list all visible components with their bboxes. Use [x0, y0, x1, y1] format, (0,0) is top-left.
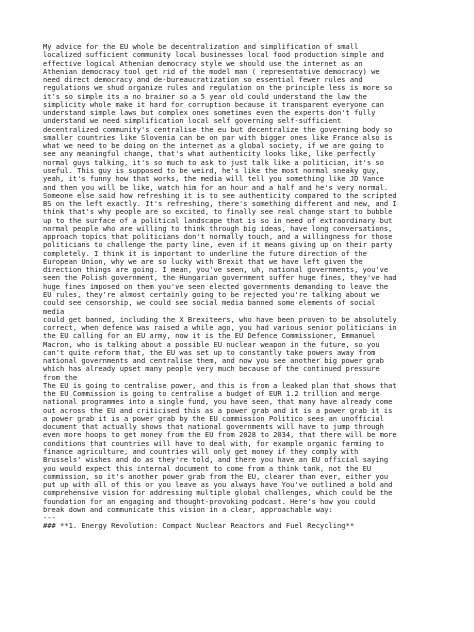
text-line: My advice for the EU whole be decentralization and simplification of small	[43, 42, 359, 51]
document-body	[43, 43, 443, 531]
text-line: correct, when defence was raised a while ago, you had various senior politicians in	[43, 323, 397, 333]
text-line: Athenian democracy tool get rid of the model man ( representative democracy) we	[43, 66, 380, 76]
text-line: think that's why people are so excited, to finally see real change start to bubble	[43, 207, 393, 217]
text-line: politicians to challenge the party line, even if it means giving up on their party	[43, 240, 393, 250]
text-line: it's so simple its a no brainer so a 5 year old could understand the law the	[43, 91, 367, 101]
text-line: European Union, why we are so lucky with Brexit that we have left given the	[43, 256, 363, 266]
text-line: can't quite reform that, the EU was set up to constantly take powers away from	[43, 347, 376, 357]
text-line: normal guys talking, it's so much to ask to just talk like a politician, it's so	[43, 157, 384, 167]
text-line: direction things are going. I mean, you've seen, uh, national governments, you've	[43, 265, 389, 275]
text-line: localized sufficient community local businesses local food production simple and	[43, 50, 384, 60]
text-line: understand we need simplification local self governing self-sufficient	[43, 116, 342, 126]
text-line: effective logical Athenian democracy style we should use the internet as an	[43, 58, 363, 68]
text-line: Someone else said how refreshing it is to see authenticity compared to the scripted	[43, 190, 397, 200]
text-line: ---	[43, 513, 56, 523]
text-line: Brussels' wishes and do as they're told, and there you have an EU official saying	[43, 455, 389, 465]
text-line: comprehensive vision for addressing multiple global challenges, which could be the	[43, 488, 393, 498]
text-line: normal people who are willing to think through big ideas, have long conversations,	[43, 223, 393, 233]
text-line: national governments and centralise them, and now you see another big power grab	[43, 356, 384, 366]
text-line: simplicity whole make it hard for corruption because it transparent everyone can	[43, 99, 384, 109]
text-line: foundation for an engaging and thought-provoking podcast. Here's how you could	[43, 496, 376, 506]
text-line: The EU is going to centralise power, and this is from a leaked plan that shows that	[43, 380, 397, 390]
text-line: a power grab it is a power grab by the EU commission Politico sees an unofficial	[43, 413, 384, 423]
text-line: see any meaningful change, that's what authenticity looks like, like perfectly	[43, 149, 376, 159]
text-line: what we need to be doing on the internet as a global society, if we are going to	[43, 141, 384, 151]
text-line: EU rules, they're almost certainly going to be rejected you're talking about we	[43, 289, 380, 299]
text-line: smaller countries like Slovenia can be on par with bigger ones like France also is	[43, 132, 393, 142]
text-line: conditions that countries will have to deal with, for example organic farming to	[43, 438, 384, 448]
text-line: you would expect this internal document to come from a think tank, not the EU	[43, 463, 372, 473]
text-line: could get banned, including the X Brexiteers, who have been proven to be absolutely	[43, 314, 397, 324]
text-line: Macron, who is talking about a possible EU nuclear weapon in the future, so you	[43, 339, 380, 349]
text-line: which has already upset many people very much because of the continued pressure	[43, 364, 380, 374]
text-line: out across the EU and criticised this as a power grab and it is a power grab it is	[43, 405, 393, 415]
text-line: document that actually shows that national governments will have to jump through	[43, 422, 384, 432]
text-line: decentralized community's centralise the eu but decentralize the governing body so	[43, 124, 393, 134]
text-line: even more hoops to get money from the EU from 2028 to 2034, that there will be more	[43, 430, 397, 440]
text-line: could see censorship, we could see social media banned some elements of social	[43, 298, 376, 308]
text-line: commission, so it's another power grab from the EU, clearer than ever, either you	[43, 471, 389, 481]
text-line: media	[43, 306, 65, 316]
text-line: approach topics that politicians don't normally touch, and a willingness for those	[43, 232, 393, 242]
text-line: seen the Polish government, the Hungarian government suffer huge fines, they've had	[43, 273, 397, 283]
text-line: understand simple laws but complex ones sometimes even the experts don't fully	[43, 108, 376, 118]
text-line: ### **1. Energy Revolution: Compact Nuclear Reactors and Fuel Recycling**	[43, 521, 355, 531]
text-line: completely. I think it is important to underline the future direction of the	[43, 248, 367, 258]
text-line: useful. This guy is supposed to be weird, he's like the most normal sneaky guy,	[43, 165, 380, 175]
text-line: the EU calling for an EU army, now it is the EU Defence Commissioner, Emmanuel	[43, 331, 376, 341]
text-line: yeah, it's funny how that works, the media will tell you something like JD Vance	[43, 174, 384, 184]
text-line: from the	[43, 372, 78, 382]
text-line: break down and communicate this vision in a clear, approachable way:	[43, 504, 333, 514]
text-line: the EU Commission is going to centralise a budget of EUR 1.2 trillion and merge	[43, 389, 380, 399]
text-line: and then you will be like, watch him for an hour and a half and he's very normal.	[43, 182, 389, 192]
text-line: national programmes into a single fund, you have seen, that many have already come	[43, 397, 393, 407]
text-line: huge fines imposed on them you've seen elected governments demanding to leave the	[43, 281, 389, 291]
text-line: up to the surface of a political landscape that is so in need of extraordinary but	[43, 215, 393, 225]
text-line: regulations we shud organize rules and regulation on the principle less is more so	[43, 83, 393, 93]
text-line: finance agriculture, and countries will only get money if they comply with	[43, 447, 359, 457]
text-line: need direct democracy and de-bureaucratization so essential fewer rules and	[43, 75, 363, 85]
text-line: BS on the left exactly. It's refreshing, there's something different and new, and I	[43, 199, 397, 209]
text-line: put up with all of this or you leave as you always have You've outlined a bold and	[43, 480, 393, 490]
